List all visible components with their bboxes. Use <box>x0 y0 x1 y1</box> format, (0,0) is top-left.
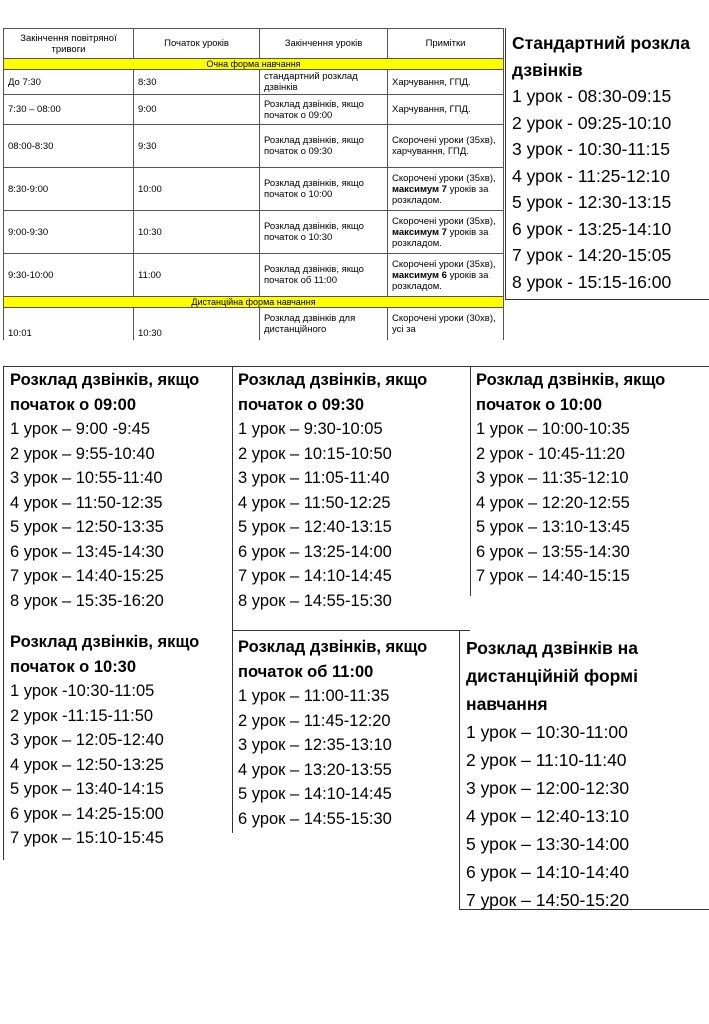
list-item: 6 урок – 14:10-14:40 <box>466 862 630 882</box>
table-row <box>4 211 504 254</box>
header-notes: Примітки <box>388 29 504 59</box>
cell-end-alarm: 9:30-10:00 <box>4 254 134 297</box>
cell-note <box>388 95 504 125</box>
cell-end-alarm: 08:00-8:30 <box>4 125 134 168</box>
s1100-border-top <box>232 630 470 631</box>
list-item: 4 урок – 13:20-13:55 <box>238 760 392 779</box>
list-item: 1 урок – 10:00-10:35 <box>476 420 630 438</box>
cell-end: Розклад дзвінків, якщо початок о 10:00 <box>260 168 388 211</box>
list-item: 1 урок – 11:00-11:35 <box>238 687 390 705</box>
list-item: 2 урок -11:15-11:50 <box>10 706 154 725</box>
cell-end: Розклад дзвінків для дистанційного <box>260 308 388 341</box>
cell-note <box>388 308 504 341</box>
schedule-0930 <box>238 368 427 613</box>
list-item: 7 урок - 14:20-15:05 <box>512 245 672 265</box>
cell-start: 10:30 <box>134 308 260 341</box>
list-item: 6 урок – 14:55-15:30 <box>238 809 392 828</box>
schedule-standard <box>512 30 709 295</box>
note-text: Харчування, ГПД. <box>392 104 471 115</box>
cell-end: Розклад дзвінків, якщо початок о 09:30 <box>260 125 388 168</box>
list-item: 8 урок - 15:15-16:00 <box>512 271 672 292</box>
table-row <box>4 168 504 211</box>
cell-end: Розклад дзвінків, якщо початок о 09:00 <box>260 95 388 125</box>
list-item: 5 урок – 13:10-13:45 <box>476 518 630 536</box>
header-start: Початок уроків <box>134 29 260 59</box>
schedule-title: Розклад дзвінків, якщо <box>238 371 428 389</box>
schedule-title: Стандартний розкла <box>512 33 690 53</box>
list-item: 7 урок – 14:40-15:25 <box>10 567 164 585</box>
list-item: 6 урок – 13:55-14:30 <box>476 542 630 561</box>
list-item: 8 урок – 15:35-16:20 <box>10 591 164 610</box>
cell-end-alarm: 9:00-9:30 <box>4 211 134 254</box>
cell-note <box>388 168 504 211</box>
schedule-title: початок о 09:00 <box>10 395 137 414</box>
col2-border <box>232 366 233 833</box>
table-row <box>4 95 504 125</box>
cell-note <box>388 211 504 254</box>
list-item: 3 урок – 10:55-11:40 <box>10 469 163 487</box>
list-item: 4 урок – 12:50-13:25 <box>10 755 164 774</box>
list-item: 4 урок – 11:50-12:35 <box>10 493 163 512</box>
band-fulltime: Очна форма навчання <box>4 59 504 70</box>
list-item: 4 урок - 11:25-12:10 <box>512 165 670 186</box>
note-text: Скорочені уроки (35хв), <box>392 215 496 227</box>
note-bold: максимум 6 <box>392 269 447 281</box>
note-text: Скорочені уроки (35хв), харчування, ГПД. <box>392 135 496 157</box>
list-item: 6 урок – 13:25-14:00 <box>238 542 392 561</box>
list-item: 4 урок – 12:40-13:10 <box>466 806 630 826</box>
list-item: 2 урок – 9:55-10:40 <box>10 444 155 463</box>
schedule-title: дистанційній формі <box>466 666 638 686</box>
schedule-title: Розклад дзвінків на <box>466 638 638 658</box>
list-item: 6 урок – 14:25-15:00 <box>10 804 164 823</box>
schedule-title: початок об 11:00 <box>238 662 374 681</box>
list-item: 7 урок – 14:40-15:15 <box>476 567 630 585</box>
list-item: 1 урок – 9:30-10:05 <box>238 420 383 438</box>
cell-end-alarm: До 7:30 <box>4 70 134 95</box>
list-item: 1 урок -10:30-11:05 <box>10 682 155 700</box>
schedule-title: навчання <box>466 694 548 714</box>
schedule-title: початок о 09:30 <box>238 395 365 414</box>
schedule-title: Розклад дзвінків, якщо <box>10 371 200 389</box>
standard-border-bottom <box>505 299 709 300</box>
note-bold: максимум 7 <box>392 183 447 195</box>
cell-note <box>388 254 504 297</box>
list-item: 3 урок – 12:35-13:10 <box>238 736 392 754</box>
cell-note <box>388 125 504 168</box>
list-item: 3 урок – 11:05-11:40 <box>238 469 390 487</box>
cell-start: 10:00 <box>134 168 260 211</box>
list-item: 5 урок – 13:30-14:00 <box>466 834 630 854</box>
distance-border-left <box>459 630 460 910</box>
cell-end-alarm: 7:30 – 08:00 <box>4 95 134 125</box>
list-item: 5 урок – 12:40-13:15 <box>238 518 392 536</box>
list-item: 6 урок - 13:25-14:10 <box>512 218 672 239</box>
cell-end: стандартний розклад дзвінків <box>260 70 388 95</box>
cell-start: 9:30 <box>134 125 260 168</box>
band-row <box>4 59 504 70</box>
list-item: 2 урок – 11:45-12:20 <box>238 711 391 730</box>
list-item: 8 урок – 14:55-15:30 <box>238 591 392 610</box>
col3-border <box>470 366 471 596</box>
list-item: 7 урок – 14:10-14:45 <box>238 567 392 585</box>
list-item: 2 урок - 09:25-10:10 <box>512 112 672 133</box>
cell-start: 9:00 <box>134 95 260 125</box>
header-end: Закінчення уроків <box>260 29 388 59</box>
schedule-title: Розклад дзвінків, якщо <box>238 638 428 656</box>
list-item: 2 урок - 10:45-11:20 <box>476 444 625 463</box>
band-distance: Дистанційна форма навчання <box>4 297 504 308</box>
schedule-title: початок о 10:30 <box>10 657 137 676</box>
schedule-1100 <box>238 635 427 831</box>
schedule-title: Розклад дзвінків, якщо <box>476 371 666 389</box>
list-item: 3 урок – 11:35-12:10 <box>476 469 629 487</box>
list-item: 1 урок – 10:30-11:00 <box>466 722 628 742</box>
list-item: 1 урок - 08:30-09:15 <box>512 86 672 106</box>
cell-start: 11:00 <box>134 254 260 297</box>
table-header-row <box>4 29 504 59</box>
list-item: 3 урок - 10:30-11:15 <box>512 139 670 159</box>
list-item: 2 урок – 11:10-11:40 <box>466 750 627 770</box>
schedule-title: Розклад дзвінків, якщо <box>10 633 200 651</box>
schedule-title: початок о 10:00 <box>476 395 603 414</box>
list-item: 7 урок – 15:10-15:45 <box>10 829 164 847</box>
cell-end: Розклад дзвінків, якщо початок о 10:30 <box>260 211 388 254</box>
cell-start: 10:30 <box>134 211 260 254</box>
cell-end: Розклад дзвінків, якщо початок об 11:00 <box>260 254 388 297</box>
row2-border-top <box>3 366 709 367</box>
note-bold: максимум 7 <box>392 226 447 238</box>
table-row <box>4 70 504 95</box>
list-item: 6 урок – 13:45-14:30 <box>10 542 164 561</box>
cell-start: 8:30 <box>134 70 260 95</box>
schedule-1000 <box>476 368 665 589</box>
list-item: 3 урок – 12:05-12:40 <box>10 731 164 749</box>
schedule-distance <box>466 634 638 914</box>
note-text-post: уроків за розкладом. <box>392 226 489 249</box>
schedule-title: дзвінків <box>512 59 583 80</box>
table-row <box>4 254 504 297</box>
list-item: 5 урок – 13:40-14:15 <box>10 780 164 798</box>
list-item: 5 урок – 14:10-14:45 <box>238 785 392 803</box>
schedule-1030 <box>10 630 199 851</box>
note-text-post: уроків за розкладом. <box>392 183 489 206</box>
list-item: 7 урок – 14:50-15:20 <box>466 890 630 910</box>
schedule-0900 <box>10 368 199 613</box>
alarm-schedule-table <box>3 28 504 340</box>
band-row <box>4 297 504 308</box>
list-item: 4 урок – 11:50-12:25 <box>238 493 391 512</box>
cell-note <box>388 70 504 95</box>
cell-end-alarm: 8:30-9:00 <box>4 168 134 211</box>
list-item: 2 урок – 10:15-10:50 <box>238 444 392 463</box>
header-end-alarm: Закінчення повітряної тривоги <box>4 29 134 59</box>
list-item: 1 урок – 9:00 -9:45 <box>10 420 151 438</box>
cell-end-alarm: 10:01 <box>4 308 134 341</box>
note-text: Харчування, ГПД. <box>392 76 471 88</box>
row2-border-left <box>3 366 4 860</box>
list-item: 5 урок - 12:30-13:15 <box>512 192 672 212</box>
standard-border-left <box>505 28 506 300</box>
note-text-post: уроків за розкладом. <box>392 269 489 292</box>
list-item: 3 урок – 12:00-12:30 <box>466 778 630 798</box>
note-text: Скорочені уроки (30хв), усі за <box>392 313 496 335</box>
note-text: Скорочені уроки (35хв), <box>392 258 496 270</box>
note-text: Скорочені уроки (35хв), <box>392 172 496 184</box>
table-row <box>4 125 504 168</box>
list-item: 5 урок – 12:50-13:35 <box>10 518 164 536</box>
table-row <box>4 308 504 341</box>
list-item: 4 урок – 12:20-12:55 <box>476 493 630 512</box>
